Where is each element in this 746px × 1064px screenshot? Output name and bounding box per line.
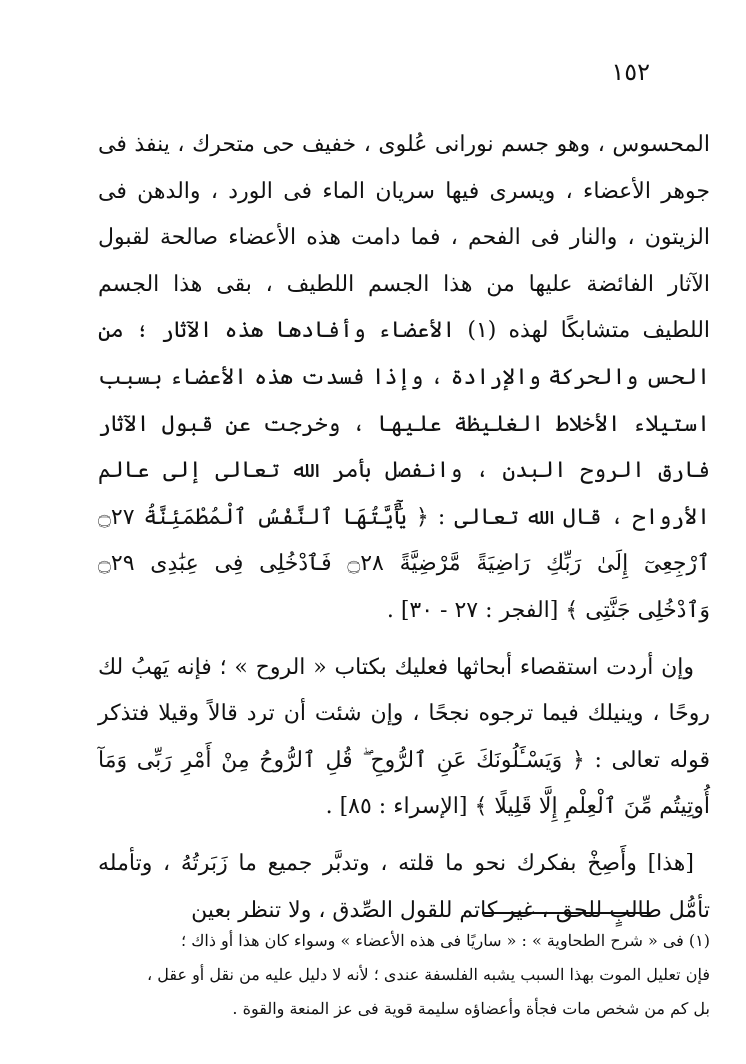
paragraph-2: وإن أردت استقصاء أبحاثها فعليك بكتاب « الروح » ؛ فإنه يَهبُ لك روحًا ، وينيلك فيما ترجوه نجحًا ، وإن شئت أن ترد قالاً وقيلا فتذكر قوله تعالى : ﴿ وَيَسْـَٔلُونَكَ عَنِ ٱلرُّوحِ ۖ قُلِ ٱلرُّوحُ مِنْ أَمْرِ رَبِّى وَمَآ أُوتِيتُم مِّنَ ٱلْعِلْمِ إِلَّا قَلِيلًا ﴾ [الإسراء : ٨٥] . [98, 654, 711, 820]
footnote-line-1: (١) فى « شرح الطحاوية » : « ساريًا فى هذه الأعضاء » وسواء كان هذا أو ذاك ؛ [181, 931, 710, 950]
footnote-line-3: بل كم من شخص مات فجأة وأعضاؤه سليمة قوية فى عز المنعة والقوة . [232, 999, 710, 1018]
main-text [98, 122, 710, 934]
footnote-line-2: فإن تعليل الموت بهذا السبب يشبه الفلسفة عندى ؛ لأنه لا دليل عليه من نقل أو عقل ، [146, 965, 710, 984]
footnote [98, 924, 710, 1026]
footnote-separator [482, 912, 650, 914]
paragraph-1: المحسوس ، وهو جسم نورانى عُلوى ، خفيف حى متحرك ، ينفذ فى جوهر الأعضاء ، ويسرى فيها سريان الماء فى الورد ، والدهن فى الزيتون ، والنار فى الفحم ، فما دامت هذه الأعضاء صالحة لقبول الآثار الفائضة عليها من هذا الجسم اللطيف ، بقى هذا الجسم اللطيف متشابكًا لهذه (١) الأعضاء وأفادها هذه الآثار ؛ من الحس والحركة والإرادة ، وإذا فسدت هذه الأعضاء بسبب استيلاء الأخلاط الغليظة عليها ، وخرجت عن قبول الآثار فارق الروح البدن ، وانفصل بأمر الله تعالى إلى عالم الأرواح ، قال الله تعالى : ﴿ يَٰٓأَيَّتُهَا ٱلنَّفْسُ ٱلْمُطْمَئِنَّةُ ۝٢٧ ٱرْجِعِىٓ إِلَىٰ رَبِّكِ رَاضِيَةً مَّرْضِيَّةً ۝٢٨ فَٱدْخُلِى فِى عِبَٰدِى ۝٢٩ وَٱدْخُلِى جَنَّتِى ﴾ [الفجر : ٢٧ - ٣٠] . [98, 132, 711, 623]
paragraph-3: [هذا] وأَصِخْ بفكرك نحو ما قلته ، وتدبَّر جميع ما زَبَرتُهُ ، وتأمله تأمُّل طالبٍ للحق ، غير كاتم للقول الصِّدق ، ولا تنظر بعين [98, 850, 710, 923]
page-number: ١٥٢ [611, 58, 650, 86]
